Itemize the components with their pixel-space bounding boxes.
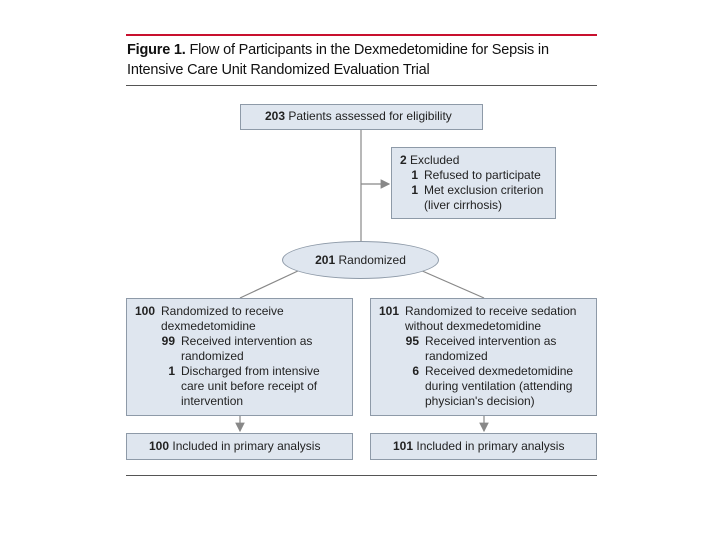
connector-to-left-arm bbox=[240, 270, 300, 298]
assessed-box bbox=[240, 104, 483, 130]
randomized-label: Randomized bbox=[338, 253, 406, 267]
left-analysis-count: 100 bbox=[149, 439, 170, 453]
left-arm-detail-label: Received intervention as randomized bbox=[181, 334, 313, 363]
excluded-reason-count: 1 bbox=[411, 183, 418, 197]
randomized-count: 201 bbox=[315, 253, 336, 267]
assessed-count: 203 bbox=[265, 109, 286, 123]
left-analysis-box bbox=[126, 433, 353, 460]
right-analysis-box bbox=[370, 433, 597, 460]
right-analysis-count: 101 bbox=[393, 439, 414, 453]
figure-title-text: Flow of Participants in the Dexmedetomidine for Sepsis in Intensive Care Unit Randomized Evaluation Trial bbox=[127, 42, 549, 78]
bottom-divider bbox=[126, 475, 597, 476]
excluded-box bbox=[391, 147, 556, 219]
right-arm-detail-count: 95 bbox=[405, 334, 419, 348]
excluded-reason-count: 1 bbox=[411, 168, 418, 182]
right-arm-box bbox=[370, 298, 597, 416]
left-arm-label: Randomized to receive dexmedetomidine bbox=[161, 304, 284, 333]
right-analysis-label: Included in primary analysis bbox=[416, 439, 565, 453]
right-arm-detail-label: Received intervention as randomized bbox=[425, 334, 557, 363]
left-arm-count: 100 bbox=[134, 304, 155, 318]
right-arm-count: 101 bbox=[378, 304, 399, 318]
right-arm-detail-label: Received dexmedetomidine during ventilation (attending physician's decision) bbox=[425, 364, 574, 408]
left-analysis-label: Included in primary analysis bbox=[172, 439, 321, 453]
left-arm-detail-count: 1 bbox=[168, 364, 175, 378]
excluded-count: 2 bbox=[400, 153, 407, 167]
assessed-label: Patients assessed for eligibility bbox=[288, 109, 452, 123]
left-arm-box bbox=[126, 298, 353, 416]
figure-label: Figure 1. bbox=[127, 42, 186, 58]
right-arm-label: Randomized to receive sedation without dexmedetomidine bbox=[405, 304, 577, 333]
right-arm-detail-count: 6 bbox=[412, 364, 419, 378]
excluded-reason-label: Met exclusion criterion (liver cirrhosis) bbox=[424, 183, 544, 212]
excluded-label: Excluded bbox=[410, 153, 460, 167]
left-arm-detail-count: 99 bbox=[161, 334, 175, 348]
left-arm-detail-label: Discharged from intensive care unit before receipt of intervention bbox=[181, 364, 320, 408]
excluded-reason-label: Refused to participate bbox=[424, 168, 541, 182]
randomized-ellipse bbox=[282, 241, 439, 279]
connector-to-right-arm bbox=[420, 270, 484, 298]
